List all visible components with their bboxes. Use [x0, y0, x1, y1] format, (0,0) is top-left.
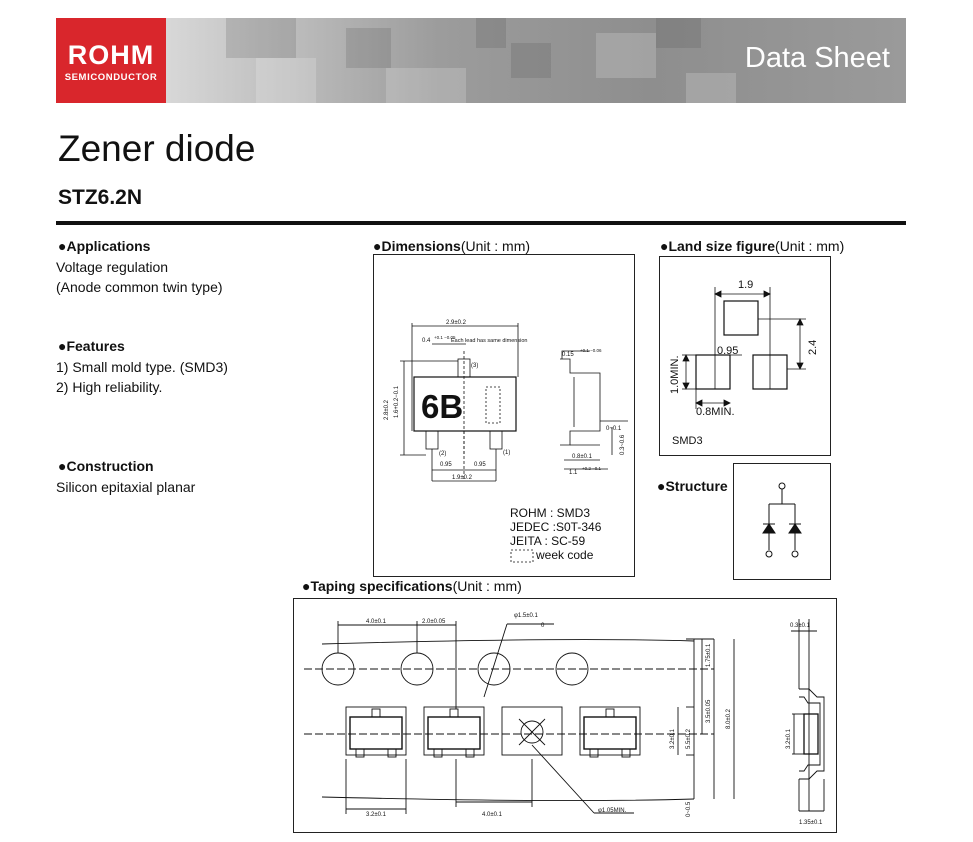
- land-min-w: 0.8MIN.: [696, 406, 735, 418]
- land-pitch: 1.9: [738, 279, 754, 291]
- dim-pitch-total: 1.9±0.2: [452, 475, 472, 481]
- tape-pocket-w: 3.2±0.1: [366, 812, 386, 818]
- taping-title: ●Taping specifications: [302, 578, 453, 594]
- land-heading: [660, 238, 844, 254]
- page-title: Zener diode: [58, 128, 256, 169]
- land-mid: 0.95: [717, 345, 739, 357]
- dim-side-c: 1.1: [569, 470, 578, 476]
- dim-side-b: 0.8±0.1: [572, 454, 592, 460]
- title-divider: [56, 221, 906, 225]
- land-min-h: 1.0MIN.: [669, 355, 681, 394]
- land-box: [659, 256, 831, 456]
- dim-side-c-tol: +0.2 −0.1: [582, 466, 602, 471]
- construction-list: [56, 477, 195, 497]
- dim-pitch-b: 0.95: [474, 462, 486, 468]
- features-list: [56, 357, 228, 397]
- dimensions-box: [373, 254, 635, 577]
- pin-1: (1): [503, 450, 511, 456]
- dim-lead: 0.4: [422, 338, 431, 344]
- land-package: SMD3: [672, 435, 703, 447]
- dim-width: 2.9±0.2: [446, 320, 466, 326]
- dim-note: Each lead has same dimension: [451, 338, 528, 344]
- pin-2: (2): [439, 451, 447, 457]
- tape-width-b: 5.5±0.2: [686, 729, 692, 749]
- tape-pocket-h: 3.2±0.1: [670, 729, 676, 749]
- rohm-logo: [56, 18, 166, 103]
- features-line: 1) Small mold type. (SMD3): [56, 359, 228, 375]
- dim-thick-tol: +0.1 −0.06: [580, 348, 602, 353]
- marking-code: 6B: [421, 388, 464, 425]
- taping-unit: (Unit : mm): [452, 578, 522, 594]
- construction-heading: ●Construction: [58, 458, 154, 474]
- brand-name: ROHM: [67, 40, 155, 70]
- features-line: 2) High reliability.: [56, 379, 163, 395]
- taping-heading: [302, 578, 522, 594]
- package-rohm: ROHM : SMD3: [510, 506, 591, 520]
- package-jedec: JEDEC :S0T-346: [510, 520, 602, 534]
- tape-width-a: 3.5±0.05: [706, 699, 712, 723]
- pin-3: (3): [471, 363, 479, 369]
- package-jeita: JEITA : SC-59: [510, 534, 586, 548]
- land-title: ●Land size figure: [660, 238, 776, 254]
- tape-depth: 0~0.5: [686, 801, 692, 817]
- structure-schematic: [734, 464, 830, 579]
- land-unit: (Unit : mm): [775, 238, 845, 254]
- tape-width: 8.0±0.2: [726, 709, 732, 729]
- land-height: 2.4: [807, 339, 819, 355]
- dim-gap: 0~0.1: [606, 426, 622, 432]
- dimensions-unit: (Unit : mm): [460, 238, 531, 254]
- features-heading: ●Features: [58, 338, 125, 354]
- doc-type: Data Sheet: [744, 42, 890, 74]
- taping-drawing: [294, 599, 836, 832]
- land-drawing: [660, 257, 830, 455]
- applications-line: (Anode common twin type): [56, 279, 223, 295]
- tape-hole-dia-tol: 0: [541, 623, 545, 629]
- tape-pitch-half: 2.0±0.05: [422, 619, 446, 625]
- tape-pitch-holes: 4.0±0.1: [366, 619, 386, 625]
- dimensions-drawing: [374, 255, 634, 576]
- tape-hole-dia: φ1.5±0.1: [514, 613, 538, 619]
- structure-box: [733, 463, 831, 580]
- dim-height-inner: 1.6+0.2−0.1: [394, 385, 400, 418]
- dimensions-heading: [373, 238, 530, 254]
- brand-subtitle: SEMICONDUCTOR: [64, 72, 158, 83]
- week-code: week code: [536, 548, 594, 562]
- structure-heading: ●Structure: [657, 478, 728, 494]
- part-number: STZ6.2N: [58, 186, 143, 209]
- dimensions-title: ●Dimensions: [373, 238, 461, 254]
- dim-side-a: 0.3~0.6: [620, 434, 626, 455]
- tape-thickness: 0.3±0.1: [790, 623, 810, 629]
- tape-side-w: 1.35±0.1: [799, 820, 823, 826]
- tape-hole-min: φ1.05MIN.: [598, 808, 627, 814]
- dim-pitch-a: 0.95: [440, 462, 452, 468]
- dim-height-outer: 2.8±0.2: [384, 400, 390, 420]
- tape-side-h: 3.2±0.1: [786, 729, 792, 749]
- applications-list: [56, 257, 223, 297]
- applications-line: Voltage regulation: [56, 259, 169, 275]
- tape-edge: 1.75±0.1: [706, 643, 712, 667]
- dim-lead-tol: +0.1 −0.05: [434, 335, 456, 340]
- tape-pocket-pitch: 4.0±0.1: [482, 812, 502, 818]
- dim-thick: 0.15: [562, 352, 574, 358]
- construction-line: Silicon epitaxial planar: [56, 479, 196, 495]
- taping-box: [293, 598, 837, 833]
- applications-heading: ●Applications: [58, 238, 151, 254]
